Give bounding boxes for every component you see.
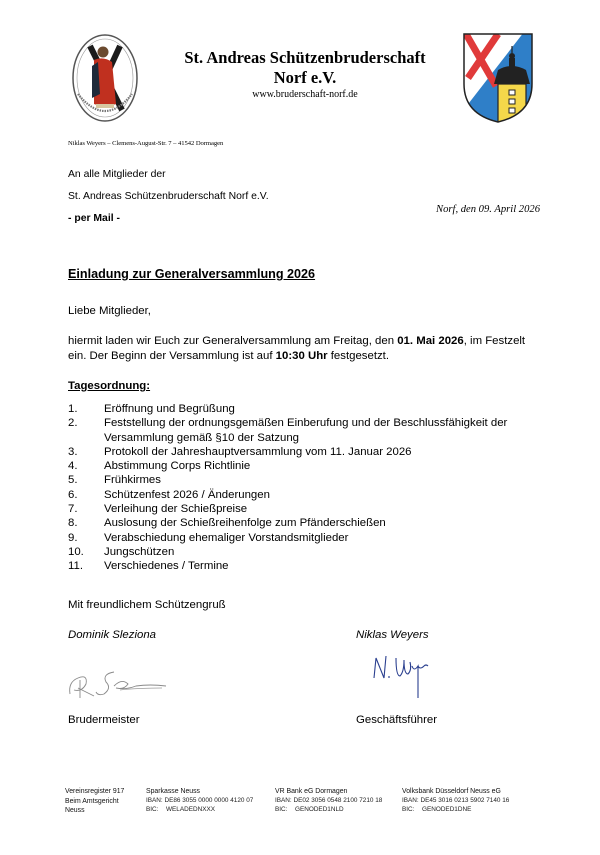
- agenda-item-text: Jungschützen: [104, 545, 175, 558]
- bank-name: Sparkasse Neuss: [146, 788, 201, 795]
- agenda-item-number: 1.: [68, 403, 78, 415]
- agenda-item-text: Frühkirmes: [104, 474, 161, 487]
- agenda-item: [68, 473, 538, 487]
- organization-name: [150, 48, 460, 88]
- register-line-3: Neuss: [65, 807, 85, 815]
- signatory-right-name: Niklas Weyers: [356, 629, 429, 641]
- agenda-item-number: 4.: [68, 460, 78, 473]
- agenda-list: [68, 402, 538, 574]
- agenda-item-number: 8.: [68, 517, 78, 530]
- bic-value: GENODED1NLD: [295, 806, 344, 813]
- agenda-item-number: 9.: [68, 531, 78, 544]
- body-text-part3: festgesetzt.: [327, 350, 390, 362]
- agenda-item: [68, 502, 538, 516]
- agenda-item-text: Verschiedenes / Termine: [104, 560, 229, 573]
- letter-subject: Einladung zur Generalversammlung 2026: [68, 267, 316, 281]
- saint-figure-icon: [70, 32, 140, 124]
- signatory-left-name: Dominik Sleziona: [68, 629, 156, 641]
- iban-value: DE45 3016 0213 5902 7140 16: [420, 797, 510, 804]
- agenda-item-number: 7.: [68, 503, 78, 516]
- iban-label: IBAN:: [275, 797, 292, 804]
- iban-label: IBAN:: [146, 797, 163, 804]
- footer-bank-volksbank: [402, 787, 509, 814]
- footer-bank-vr: [275, 787, 382, 814]
- body-text-part1: hiermit laden wir Euch zur Generalversammlung am Freitag, den: [68, 335, 398, 347]
- meeting-date: 01. Mai 2026: [397, 335, 464, 347]
- agenda-item-number: 5.: [68, 474, 78, 487]
- bic-value: GENODED1DNE: [422, 806, 472, 813]
- agenda-item: [68, 402, 538, 416]
- bank-name: VR Bank eG Dormagen: [275, 788, 348, 795]
- st-andreas-emblem-logo: [70, 32, 140, 124]
- norf-coat-of-arms-logo: [462, 32, 534, 124]
- bank-iban: [146, 796, 253, 805]
- bank-iban: [402, 796, 509, 805]
- bic-label: BIC:: [146, 806, 159, 813]
- recipient-line-1: An alle Mitglieder der: [68, 169, 166, 180]
- agenda-item-text: Abstimmung Corps Richtlinie: [104, 460, 251, 473]
- bic-label: BIC:: [275, 806, 288, 813]
- delivery-method: - per Mail -: [68, 213, 120, 224]
- recipient-line-2: St. Andreas Schützenbruderschaft Norf e.V.: [68, 191, 269, 202]
- meeting-time: 10:30 Uhr: [275, 350, 328, 362]
- agenda-item: [68, 545, 538, 559]
- signature-right-image: [370, 652, 435, 700]
- iban-value: DE86 3055 0000 0000 4120 07: [164, 797, 254, 804]
- signatory-left-role: Brudermeister: [68, 714, 140, 726]
- agenda-item: [68, 416, 538, 445]
- bank-iban: [275, 796, 382, 805]
- agenda-item-text: Verleihung der Schießpreise: [104, 503, 248, 516]
- register-line-2: Beim Amtsgericht: [65, 797, 119, 805]
- bic-value: WELADEDNXXX: [166, 806, 216, 813]
- agenda-item-number: 2.: [68, 417, 78, 430]
- agenda-item-text: Feststellung der ordnungsgemäßen Einberufung und der Beschlussfähigkeit der Versammlung gemäß §10 der Satzung: [104, 417, 508, 444]
- agenda-item-number: 6.: [68, 488, 78, 501]
- organization-name-line2: Norf e.V.: [273, 68, 337, 87]
- agenda-item: [68, 488, 538, 502]
- agenda-item-text: Auslosung der Schießreihenfolge zum Pfänderschießen: [104, 517, 386, 530]
- agenda-title: Tagesordnung:: [68, 380, 151, 392]
- bank-bic: [402, 805, 509, 814]
- website-link[interactable]: www.bruderschaft-norf.de: [252, 89, 358, 100]
- agenda-item: [68, 531, 538, 545]
- agenda-item-text: Schützenfest 2026 / Änderungen: [104, 488, 270, 501]
- agenda-item-number: 3.: [68, 445, 78, 458]
- handwritten-signature-icon: [66, 668, 170, 700]
- organization-name-line1: St. Andreas Schützenbruderschaft: [184, 48, 426, 67]
- agenda-item-text: Verabschiedung ehemaliger Vorstandsmitglieder: [104, 531, 349, 544]
- footer-register-info: [65, 787, 124, 816]
- iban-label: IBAN:: [402, 797, 419, 804]
- bic-label: BIC:: [402, 806, 415, 813]
- register-line-1: Vereinsregister 917: [65, 788, 125, 795]
- invitation-paragraph: [68, 334, 538, 364]
- agenda-item: [68, 559, 538, 573]
- closing-phrase: Mit freundlichem Schützengruß: [68, 599, 226, 611]
- bank-bic: [146, 805, 253, 814]
- agenda-item-text: Protokoll der Jahreshauptversammlung vom 11. Januar 2026: [104, 445, 412, 458]
- signatory-right-role: Geschäftsführer: [356, 714, 438, 726]
- agenda-item-number: 10.: [68, 545, 84, 558]
- agenda-item: [68, 459, 538, 473]
- signature-left-image: [66, 668, 170, 700]
- handwritten-signature-icon: [370, 652, 435, 700]
- bank-name: Volksbank Düsseldorf Neuss eG: [402, 788, 501, 795]
- letter-date: Norf, den 09. April 2026: [436, 204, 540, 215]
- agenda-item: [68, 516, 538, 530]
- iban-value: DE02 3056 0548 2100 7210 18: [293, 797, 383, 804]
- coat-of-arms-icon: [462, 32, 534, 124]
- agenda-item-number: 11.: [68, 560, 83, 573]
- footer-bank-sparkasse: [146, 787, 253, 814]
- agenda-item-text: Eröffnung und Begrüßung: [104, 403, 235, 415]
- sender-address-line: Niklas Weyers – Clemens-August-Str. 7 – 41542 Dormagen: [68, 140, 224, 147]
- bank-bic: [275, 805, 382, 814]
- body-text-part2: , im Festzelt ein. Der Beginn der Versammlung ist auf: [68, 335, 526, 362]
- agenda-item: [68, 445, 538, 459]
- salutation: Liebe Mitglieder,: [68, 305, 151, 317]
